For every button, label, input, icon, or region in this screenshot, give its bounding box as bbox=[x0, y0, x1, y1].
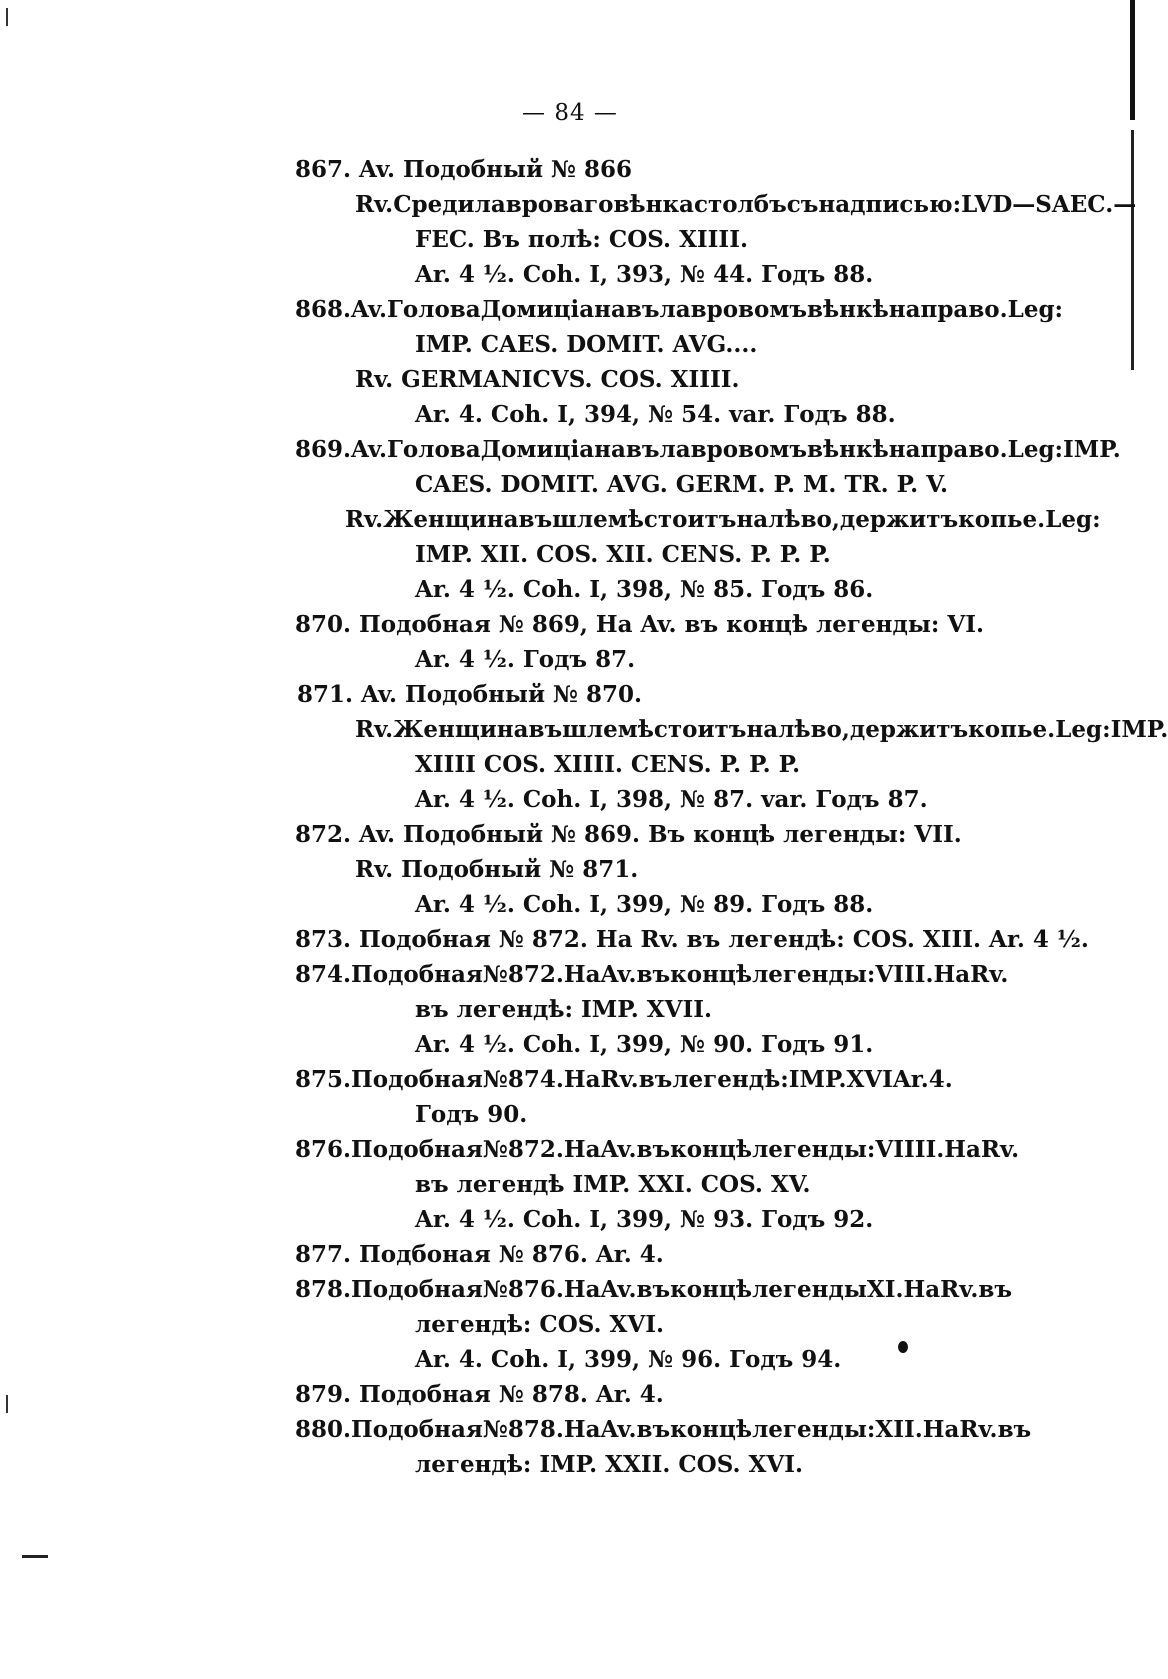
text-line: Rv. Среди лавроваго вѣнка столбъ съ надписью: LVD—SAEC.— bbox=[355, 191, 1137, 218]
text-line: FEC. Въ полѣ: COS. XIIII. bbox=[415, 226, 748, 253]
scan-edge-mark bbox=[1131, 130, 1134, 370]
text-line: Rv. Женщина въ шлемѣ стоитъ налѣво, держитъ копье. Leg: bbox=[345, 506, 1101, 533]
scan-margin-mark bbox=[6, 1395, 8, 1413]
text-line: 878. Подобная № 876. На Av. въ концѣ легенды XI. На Rv. въ bbox=[295, 1276, 1012, 1303]
text-line: IMP. XII. COS. XII. CENS. P. P. P. bbox=[415, 541, 831, 568]
text-line: CAES. DOMIT. AVG. GERM. P. M. TR. P. V. bbox=[415, 471, 949, 498]
ink-dot bbox=[898, 1341, 908, 1353]
text-line: IMP. CAES. DOMIT. AVG.... bbox=[415, 331, 758, 358]
text-line: 870. Подобная № 869, На Av. въ концѣ легенды: VI. bbox=[295, 611, 984, 638]
text-line: 867. Av. Подобный № 866 bbox=[295, 156, 633, 183]
text-line: Ar. 4 ½. Coh. I, 399, № 90. Годъ 91. bbox=[415, 1031, 874, 1058]
scan-margin-mark bbox=[22, 1555, 48, 1558]
text-line: 871. Av. Подобный № 870. bbox=[297, 681, 643, 708]
text-line: 877. Подбоная № 876. Ar. 4. bbox=[295, 1241, 664, 1268]
text-line: легендѣ: COS. XVI. bbox=[415, 1311, 665, 1338]
text-line: Ar. 4. Coh. I, 399, № 96. Годъ 94. bbox=[415, 1346, 842, 1373]
scan-margin-mark bbox=[6, 8, 8, 26]
text-line: Годъ 90. bbox=[415, 1101, 528, 1128]
text-line: 872. Av. Подобный № 869. Въ концѣ легенды: VII. bbox=[295, 821, 962, 848]
text-line: Ar. 4. Coh. I, 394, № 54. var. Годъ 88. bbox=[415, 401, 896, 428]
text-line: Ar. 4 ½. Coh. I, 399, № 93. Годъ 92. bbox=[415, 1206, 874, 1233]
text-line: легендѣ: IMP. XXII. COS. XVI. bbox=[415, 1451, 803, 1478]
text-line: Ar. 4 ½. Coh. I, 398, № 87. var. Годъ 87. bbox=[415, 786, 928, 813]
text-line: 880. Подобная № 878. На Av. въ концѣ легенды: XII. На Rv. въ bbox=[295, 1416, 1032, 1443]
text-line: въ легендѣ: IMP. XVII. bbox=[415, 996, 712, 1023]
text-line: Rv. Подобный № 871. bbox=[355, 856, 639, 883]
text-line: Rv. Женщина въ шлемѣ стоитъ налѣво, держитъ копье. Leg: IMP. bbox=[355, 716, 1168, 743]
text-line: Ar. 4 ½. Coh. I, 393, № 44. Годъ 88. bbox=[415, 261, 874, 288]
text-line: 873. Подобная № 872. На Rv. въ легендѣ: COS. XIII. Ar. 4 ½. bbox=[295, 926, 1089, 953]
text-line: 875. Подобная № 874. На Rv. въ легендѣ: IMP. XVI Ar. 4. bbox=[295, 1066, 953, 1093]
text-line: Ar. 4 ½. Coh. I, 399, № 89. Годъ 88. bbox=[415, 891, 874, 918]
text-line: 879. Подобная № 878. Ar. 4. bbox=[295, 1381, 664, 1408]
text-line: XIIII COS. XIIII. CENS. P. P. P. bbox=[415, 751, 801, 778]
text-line: 868. Av. Голова Домиціана въ лавровомъ вѣнкѣ направо. Leg: bbox=[295, 296, 1064, 323]
text-line: Rv. GERMANICVS. COS. XIIII. bbox=[355, 366, 740, 393]
text-line: Ar. 4 ½. Годъ 87. bbox=[415, 646, 636, 673]
text-line: 869. Av. Голова Домиціана въ лавровомъ вѣнкѣ направо. Leg: IMP. bbox=[295, 436, 1121, 463]
page-number: — 84 — bbox=[522, 100, 618, 126]
text-line: Ar. 4 ½. Coh. I, 398, № 85. Годъ 86. bbox=[415, 576, 874, 603]
text-line: 876. Подобная № 872. На Av. въ концѣ легенды: VIIII. На Rv. bbox=[295, 1136, 1020, 1163]
text-line: въ легендѣ IMP. XXI. COS. XV. bbox=[415, 1171, 811, 1198]
text-line: 874. Подобная № 872. На Av. въ концѣ легенды: VIII. На Rv. bbox=[295, 961, 1009, 988]
